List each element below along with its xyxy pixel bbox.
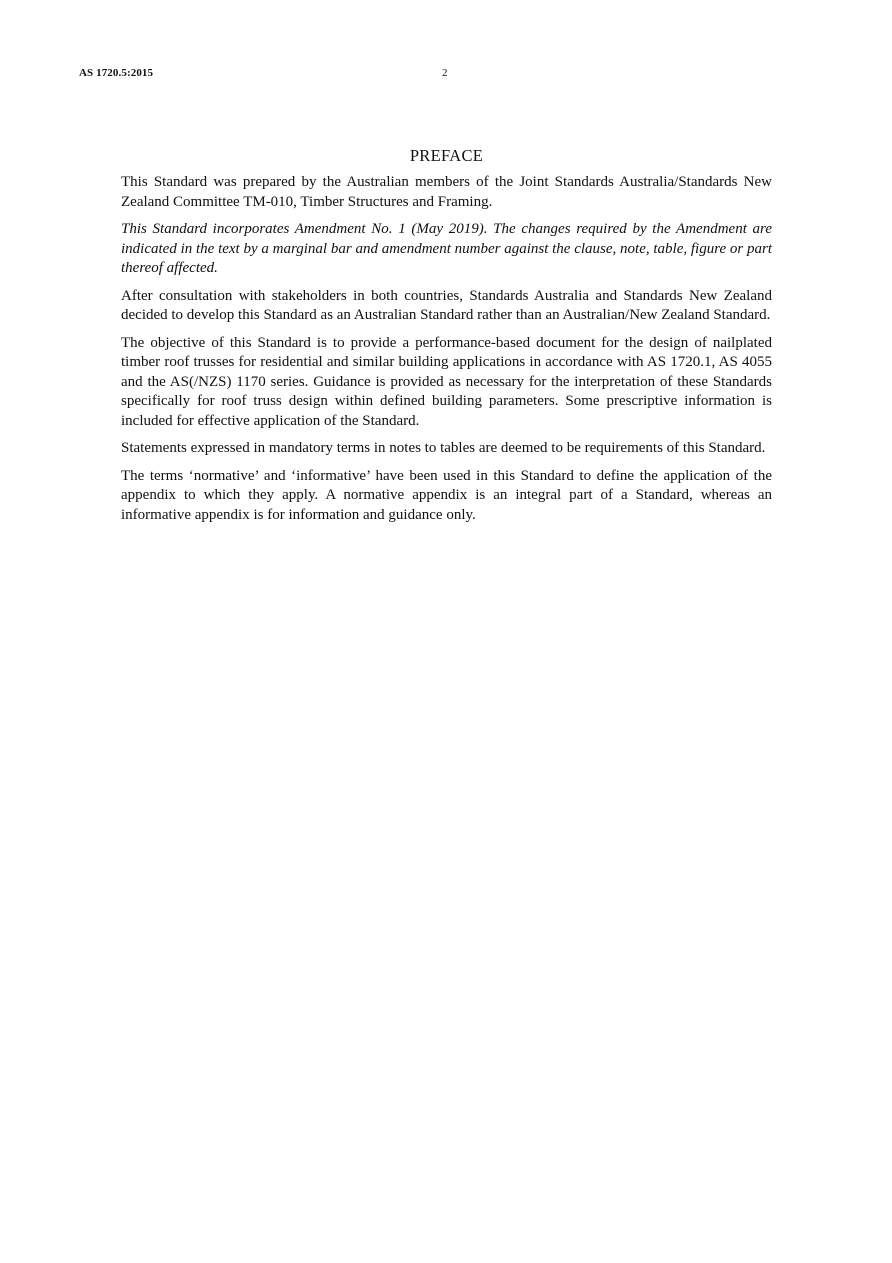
- preface-title: PREFACE: [409, 146, 484, 165]
- preface-paragraph-amendment: This Standard incorporates Amendment No. 1 (May 2019). The changes required by the Amendment are indicated in the text by a marginal bar and amendment number against the clause, note, table, figure or part thereof affected.: [121, 221, 772, 276]
- preface-paragraph-consultation: After consultation with stakeholders in both countries, Standards Australia and Standards New Zealand decided to develop this Standard as an Australian Standard rather than an Australian/New Zealand Standard.: [121, 287, 772, 323]
- document-code: AS 1720.5:2015: [79, 67, 154, 79]
- preface-paragraph-mandatory-terms: Statements expressed in mandatory terms in notes to tables are deemed to be requirements of this Standard.: [121, 440, 766, 456]
- preface-paragraph-committee: This Standard was prepared by the Australian members of the Joint Standards Australia/Standards New Zealand Committee TM-010, Timber Structures and Framing.: [121, 174, 772, 210]
- preface-section: [121, 146, 772, 533]
- page-number: 2: [442, 67, 448, 79]
- preface-paragraph-normative-informative: The terms ‘normative’ and ‘informative’ have been used in this Standard to define the application of the appendix to which they apply. A normative appendix is an integral part of a Standard, whereas an informative appendix is for information and guidance only.: [121, 467, 772, 523]
- preface-paragraph-objective: The objective of this Standard is to provide a performance-based document for the design of nailplated timber roof trusses for residential and similar building applications in accordance with AS 1720.1, AS 4055 and the AS(/NZS) 1170 series. Guidance is provided as necessary for the interpretation of these Standards specifically for roof truss design within defined building parameters. Some prescriptive information is included for effective application of the Standard.: [121, 334, 772, 429]
- page-header: [79, 67, 819, 83]
